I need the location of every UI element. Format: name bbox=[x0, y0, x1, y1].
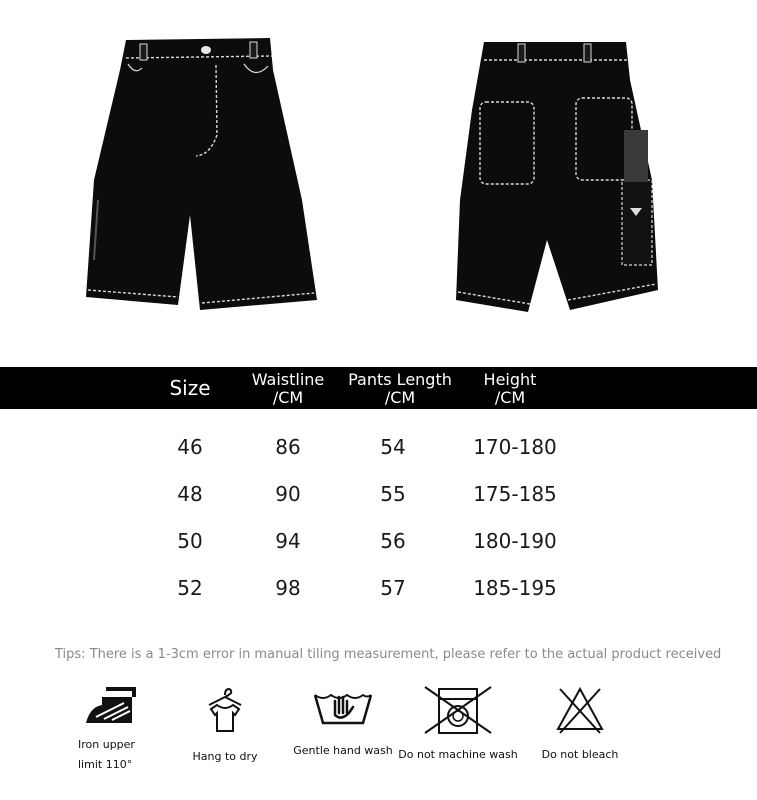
cell-size: 46 bbox=[177, 435, 203, 459]
table-row bbox=[0, 482, 757, 512]
cell-length: 56 bbox=[380, 529, 406, 553]
size-table-header bbox=[0, 367, 757, 409]
care-no-machine-label: Do not machine wash bbox=[398, 748, 518, 761]
header-length-label: Pants Length bbox=[348, 370, 452, 389]
hand-wash-icon bbox=[311, 685, 375, 731]
care-hang-label: Hang to dry bbox=[192, 750, 258, 763]
cell-height: 180-190 bbox=[473, 529, 557, 553]
care-hang bbox=[182, 685, 268, 767]
header-waistline bbox=[238, 371, 338, 407]
care-hand-wash bbox=[290, 685, 396, 761]
header-pants-length bbox=[340, 371, 460, 407]
no-machine-wash-icon bbox=[423, 685, 493, 735]
care-hand-wash-label: Gentle hand wash bbox=[293, 744, 393, 757]
cell-waist: 86 bbox=[275, 435, 301, 459]
header-length-unit: /CM bbox=[384, 388, 416, 407]
care-iron-label bbox=[78, 735, 148, 775]
cell-waist: 98 bbox=[275, 576, 301, 600]
measurement-tips: Tips: There is a 1-3cm error in manual tiling measurement, please refer to the actual product received bbox=[55, 647, 722, 662]
care-iron-line2: limit 110° bbox=[78, 758, 133, 771]
shorts-front-photo bbox=[60, 0, 360, 350]
hanger-shirt-icon bbox=[203, 685, 247, 737]
table-row bbox=[0, 435, 757, 465]
cell-length: 54 bbox=[380, 435, 406, 459]
cell-length: 57 bbox=[380, 576, 406, 600]
header-size: Size bbox=[169, 376, 211, 400]
cell-size: 50 bbox=[177, 529, 203, 553]
care-no-bleach bbox=[530, 685, 630, 765]
header-height bbox=[460, 371, 560, 407]
cell-waist: 94 bbox=[275, 529, 301, 553]
cell-size: 48 bbox=[177, 482, 203, 506]
header-height-label: Height bbox=[483, 370, 537, 389]
cell-waist: 90 bbox=[275, 482, 301, 506]
table-row bbox=[0, 576, 757, 606]
header-waistline-unit: /CM bbox=[272, 388, 304, 407]
care-iron bbox=[78, 685, 148, 775]
care-no-machine bbox=[398, 685, 518, 765]
cell-length: 55 bbox=[380, 482, 406, 506]
header-height-unit: /CM bbox=[494, 388, 526, 407]
shorts-back-photo bbox=[420, 0, 680, 350]
cell-height: 175-185 bbox=[473, 482, 557, 506]
cell-size: 52 bbox=[177, 576, 203, 600]
care-no-bleach-label: Do not bleach bbox=[541, 748, 619, 761]
cell-height: 170-180 bbox=[473, 435, 557, 459]
care-iron-line1: Iron upper bbox=[78, 738, 135, 751]
iron-icon bbox=[82, 685, 142, 731]
header-waistline-label: Waistline bbox=[251, 370, 325, 389]
cell-height: 185-195 bbox=[473, 576, 557, 600]
table-row bbox=[0, 529, 757, 559]
no-bleach-icon bbox=[554, 685, 606, 735]
